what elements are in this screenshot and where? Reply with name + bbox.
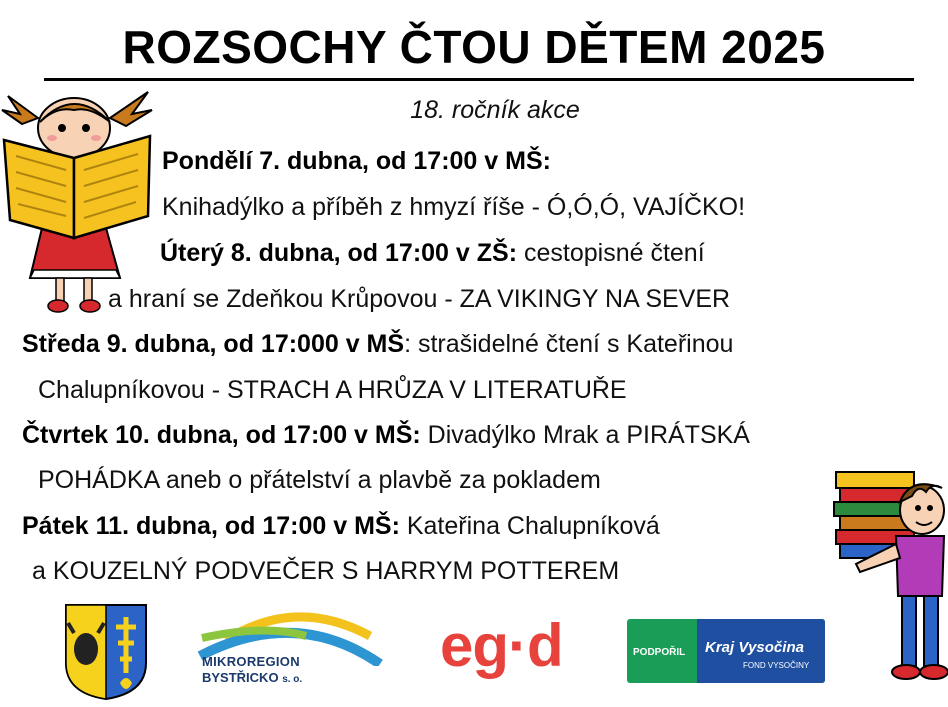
poster-subtitle: 18. ročník akce <box>410 96 580 124</box>
event-line-3: Úterý 8. dubna, od 17:00 v ZŠ: cestopisné čtení <box>160 239 705 267</box>
title-underline <box>44 78 914 81</box>
event-line-5: Středa 9. dubna, od 17:000 v MŠ: strašidelné čtení s Kateřinou <box>22 330 734 358</box>
event-line-9: Pátek 11. dubna, od 17:00 v MŠ: Kateřina Chalupníková <box>22 512 660 540</box>
event-line-10 <box>32 557 619 586</box>
event-day-monday: Pondělí 7. dubna, od 17:00 v MŠ: <box>162 147 551 175</box>
girl-reading-icon <box>0 88 160 316</box>
kraj-supported-label: PODPOŘIL <box>633 647 686 658</box>
coat-of-arms-icon <box>64 603 148 701</box>
mikroregion-name: MIKROREGION <box>202 654 300 669</box>
event-day-thursday: Čtvrtek 10. dubna, od 17:00 v MŠ: <box>22 421 421 449</box>
kraj-vysocina-logo <box>627 619 825 683</box>
event-friday-program: a KOUZELNÝ PODVEČER S HARRYM POTTEREM <box>32 557 620 585</box>
mikroregion-logo <box>196 606 386 698</box>
kraj-name-panel <box>697 619 825 683</box>
mikroregion-bystricko: BYSTŘICKO s. o. <box>202 670 303 685</box>
event-line-7: Čtvrtek 10. dubna, od 17:00 v MŠ: Divadýlko Mrak a PIRÁTSKÁ <box>22 421 750 449</box>
event-thursday-program: POHÁDKA aneb o přátelství a plavbě za pokladem <box>38 466 601 494</box>
kraj-fund-label: FOND VYSOČINY <box>743 661 810 670</box>
event-line-4 <box>108 285 730 314</box>
event-line-6 <box>38 376 627 405</box>
event-tuesday-program: a hraní se Zdeňkou Krůpovou - ZA VIKINGY NA SEVER <box>108 285 731 313</box>
event-line-8 <box>38 466 601 495</box>
event-monday-program: Knihadýlko a příběh z hmyzí říše - Ó,Ó,Ó, VAJÍČKO! <box>162 193 746 221</box>
boy-carrying-books-icon <box>826 466 948 696</box>
event-day-wednesday: Středa 9. dubna, od 17:000 v MŠ <box>22 330 405 358</box>
egd-logo: eg·d <box>440 612 563 679</box>
event-day-tuesday: Úterý 8. dubna, od 17:00 v ZŠ: <box>160 239 518 267</box>
event-line-1 <box>162 147 551 176</box>
poster-title: ROZSOCHY ČTOU DĚTEM 2025 <box>122 21 826 73</box>
event-wednesday-program: Chalupníkovou - STRACH A HRŮZA V LITERATUŘE <box>38 376 627 404</box>
kraj-name: Kraj Vysočina <box>705 639 804 656</box>
event-day-friday: Pátek 11. dubna, od 17:00 v MŠ: <box>22 512 400 540</box>
event-line-2 <box>162 193 745 222</box>
